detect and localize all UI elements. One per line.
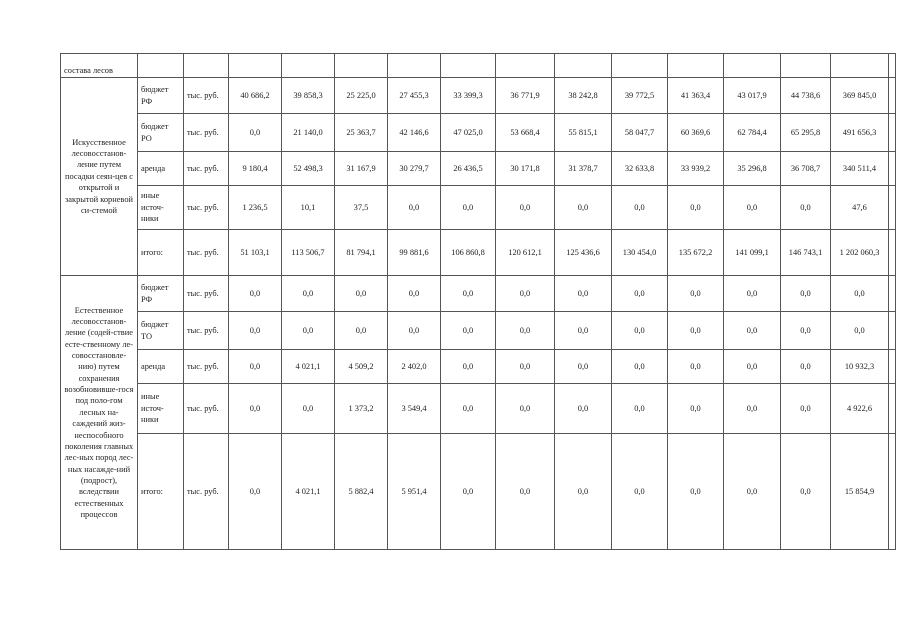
value-cell: 0,0	[555, 384, 612, 434]
value-cell: 55 815,1	[555, 114, 612, 152]
value-cell: 39 858,3	[282, 78, 335, 114]
value-cell: 0,0	[781, 312, 831, 350]
funding-source-cell: итого:	[138, 434, 184, 550]
value-cell: 0,0	[441, 186, 496, 230]
value-cell: 81 794,1	[335, 230, 388, 276]
unit-cell: тыс. руб.	[184, 312, 229, 350]
value-cell: 25 363,7	[335, 114, 388, 152]
value-cell: 0,0	[555, 312, 612, 350]
value-cell: 33 399,3	[441, 78, 496, 114]
value-cell: 2 402,0	[388, 350, 441, 384]
empty-cell	[138, 54, 184, 78]
value-cell: 51 103,1	[229, 230, 282, 276]
unit-cell: тыс. руб.	[184, 152, 229, 186]
value-cell: 0,0	[724, 384, 781, 434]
table-row	[61, 152, 896, 186]
value-cell: 9 180,4	[229, 152, 282, 186]
table-row	[61, 114, 896, 152]
unit-cell: тыс. руб.	[184, 230, 229, 276]
value-cell: 35 296,8	[724, 152, 781, 186]
value-cell: 44 738,6	[781, 78, 831, 114]
value-cell: 0,0	[229, 384, 282, 434]
value-cell: 52 498,3	[282, 152, 335, 186]
value-cell: 0,0	[229, 312, 282, 350]
value-cell: 0,0	[668, 186, 724, 230]
right-edge-cell	[889, 78, 896, 114]
right-edge-cell	[889, 186, 896, 230]
value-cell: 0,0	[555, 350, 612, 384]
empty-cell	[724, 54, 781, 78]
value-cell: 25 225,0	[335, 78, 388, 114]
funding-source-cell: иные источ-ники	[138, 384, 184, 434]
value-cell: 0,0	[668, 434, 724, 550]
table-row	[61, 434, 896, 550]
total-value-cell: 47,6	[831, 186, 889, 230]
empty-cell	[668, 54, 724, 78]
value-cell: 0,0	[668, 312, 724, 350]
table-row	[61, 350, 896, 384]
right-edge-cell	[889, 152, 896, 186]
value-cell: 0,0	[441, 276, 496, 312]
total-value-cell: 340 511,4	[831, 152, 889, 186]
value-cell: 0,0	[555, 276, 612, 312]
value-cell: 0,0	[668, 384, 724, 434]
right-edge-cell	[889, 114, 896, 152]
value-cell: 26 436,5	[441, 152, 496, 186]
value-cell: 36 708,7	[781, 152, 831, 186]
value-cell: 0,0	[496, 350, 555, 384]
value-cell: 0,0	[441, 312, 496, 350]
value-cell: 41 363,4	[668, 78, 724, 114]
unit-cell: тыс. руб.	[184, 350, 229, 384]
value-cell: 31 378,7	[555, 152, 612, 186]
value-cell: 106 860,8	[441, 230, 496, 276]
value-cell: 0,0	[496, 384, 555, 434]
value-cell: 53 668,4	[496, 114, 555, 152]
value-cell: 99 881,6	[388, 230, 441, 276]
value-cell: 43 017,9	[724, 78, 781, 114]
funding-source-cell: бюджет РФ	[138, 78, 184, 114]
right-edge-cell	[889, 312, 896, 350]
right-edge-cell	[889, 384, 896, 434]
value-cell: 10,1	[282, 186, 335, 230]
empty-cell	[555, 54, 612, 78]
right-edge-cell	[889, 434, 896, 550]
total-value-cell: 4 922,6	[831, 384, 889, 434]
unit-cell: тыс. руб.	[184, 276, 229, 312]
value-cell: 0,0	[441, 434, 496, 550]
total-value-cell: 0,0	[831, 312, 889, 350]
value-cell: 40 686,2	[229, 78, 282, 114]
value-cell: 0,0	[781, 384, 831, 434]
value-cell: 3 549,4	[388, 384, 441, 434]
funding-source-cell: аренда	[138, 152, 184, 186]
right-edge-cell	[889, 276, 896, 312]
value-cell: 0,0	[781, 434, 831, 550]
value-cell: 33 939,2	[668, 152, 724, 186]
funding-source-cell: бюджет ТО	[138, 312, 184, 350]
value-cell: 21 140,0	[282, 114, 335, 152]
unit-cell: тыс. руб.	[184, 78, 229, 114]
table-row	[61, 312, 896, 350]
empty-cell	[282, 54, 335, 78]
value-cell: 36 771,9	[496, 78, 555, 114]
value-cell: 1 236,5	[229, 186, 282, 230]
value-cell: 0,0	[724, 276, 781, 312]
value-cell: 0,0	[612, 312, 668, 350]
table-row	[61, 384, 896, 434]
continuation-row	[61, 54, 896, 78]
value-cell: 0,0	[612, 384, 668, 434]
value-cell: 65 295,8	[781, 114, 831, 152]
activity-cell: Искусственное лесовосстанов-ление путем посадки сеян-цев с открытой и закрытой корневой си-стемой	[61, 78, 138, 276]
value-cell: 130 454,0	[612, 230, 668, 276]
value-cell: 4 021,1	[282, 434, 335, 550]
table-row	[61, 276, 896, 312]
value-cell: 146 743,1	[781, 230, 831, 276]
value-cell: 62 784,4	[724, 114, 781, 152]
unit-cell: тыс. руб.	[184, 434, 229, 550]
empty-cell	[496, 54, 555, 78]
continuation-label: состава лесов	[61, 54, 138, 78]
value-cell: 30 279,7	[388, 152, 441, 186]
value-cell: 0,0	[282, 276, 335, 312]
value-cell: 0,0	[441, 350, 496, 384]
empty-cell	[441, 54, 496, 78]
unit-cell: тыс. руб.	[184, 114, 229, 152]
value-cell: 38 242,8	[555, 78, 612, 114]
value-cell: 31 167,9	[335, 152, 388, 186]
value-cell: 0,0	[724, 350, 781, 384]
value-cell: 0,0	[282, 312, 335, 350]
value-cell: 5 882,4	[335, 434, 388, 550]
value-cell: 0,0	[335, 276, 388, 312]
value-cell: 0,0	[229, 276, 282, 312]
value-cell: 0,0	[335, 312, 388, 350]
value-cell: 0,0	[668, 276, 724, 312]
unit-cell: тыс. руб.	[184, 186, 229, 230]
value-cell: 0,0	[229, 350, 282, 384]
value-cell: 5 951,4	[388, 434, 441, 550]
value-cell: 0,0	[496, 276, 555, 312]
value-cell: 0,0	[612, 186, 668, 230]
value-cell: 0,0	[612, 434, 668, 550]
value-cell: 47 025,0	[441, 114, 496, 152]
value-cell: 30 171,8	[496, 152, 555, 186]
value-cell: 0,0	[555, 186, 612, 230]
funding-source-cell: иные источ-ники	[138, 186, 184, 230]
value-cell: 0,0	[555, 434, 612, 550]
value-cell: 0,0	[388, 186, 441, 230]
value-cell: 0,0	[724, 434, 781, 550]
value-cell: 1 373,2	[335, 384, 388, 434]
value-cell: 0,0	[496, 186, 555, 230]
value-cell: 0,0	[496, 434, 555, 550]
empty-cell	[388, 54, 441, 78]
funding-source-cell: бюджет РО	[138, 114, 184, 152]
unit-cell: тыс. руб.	[184, 384, 229, 434]
total-value-cell: 369 845,0	[831, 78, 889, 114]
value-cell: 0,0	[781, 276, 831, 312]
value-cell: 0,0	[229, 434, 282, 550]
value-cell: 135 672,2	[668, 230, 724, 276]
value-cell: 0,0	[612, 276, 668, 312]
value-cell: 113 506,7	[282, 230, 335, 276]
value-cell: 42 146,6	[388, 114, 441, 152]
value-cell: 0,0	[724, 186, 781, 230]
financing-table	[60, 53, 896, 550]
table-row	[61, 186, 896, 230]
total-value-cell: 1 202 060,3	[831, 230, 889, 276]
value-cell: 0,0	[441, 384, 496, 434]
value-cell: 37,5	[335, 186, 388, 230]
empty-cell	[781, 54, 831, 78]
total-value-cell: 10 932,3	[831, 350, 889, 384]
value-cell: 0,0	[781, 186, 831, 230]
empty-cell	[229, 54, 282, 78]
total-value-cell: 15 854,9	[831, 434, 889, 550]
value-cell: 58 047,7	[612, 114, 668, 152]
right-edge-cell	[889, 54, 896, 78]
empty-cell	[335, 54, 388, 78]
funding-source-cell: итого:	[138, 230, 184, 276]
value-cell: 125 436,6	[555, 230, 612, 276]
value-cell: 0,0	[388, 312, 441, 350]
value-cell: 120 612,1	[496, 230, 555, 276]
right-edge-cell	[889, 230, 896, 276]
value-cell: 0,0	[612, 350, 668, 384]
value-cell: 32 633,8	[612, 152, 668, 186]
value-cell: 4 021,1	[282, 350, 335, 384]
value-cell: 4 509,2	[335, 350, 388, 384]
funding-source-cell: аренда	[138, 350, 184, 384]
total-value-cell: 0,0	[831, 276, 889, 312]
table-row	[61, 230, 896, 276]
right-edge-cell	[889, 350, 896, 384]
value-cell: 39 772,5	[612, 78, 668, 114]
value-cell: 27 455,3	[388, 78, 441, 114]
empty-cell	[831, 54, 889, 78]
activity-cell: Естественное лесовосстанов-ление (содей-ствие есте-ственному ле-совосстановле-нию) путем сохранения возобновивше-гося под поло-гом лесных на-саждений жиз-неспособного поколения главных лес-ных пород лес-ных насажде-ний (подрост), вследствии естественных процессов	[61, 276, 138, 550]
total-value-cell: 491 656,3	[831, 114, 889, 152]
value-cell: 60 369,6	[668, 114, 724, 152]
funding-source-cell: бюджет РФ	[138, 276, 184, 312]
value-cell: 0,0	[724, 312, 781, 350]
table-row	[61, 78, 896, 114]
value-cell: 0,0	[229, 114, 282, 152]
value-cell: 0,0	[668, 350, 724, 384]
value-cell: 141 099,1	[724, 230, 781, 276]
value-cell: 0,0	[496, 312, 555, 350]
empty-cell	[612, 54, 668, 78]
empty-cell	[184, 54, 229, 78]
value-cell: 0,0	[388, 276, 441, 312]
value-cell: 0,0	[781, 350, 831, 384]
value-cell: 0,0	[282, 384, 335, 434]
